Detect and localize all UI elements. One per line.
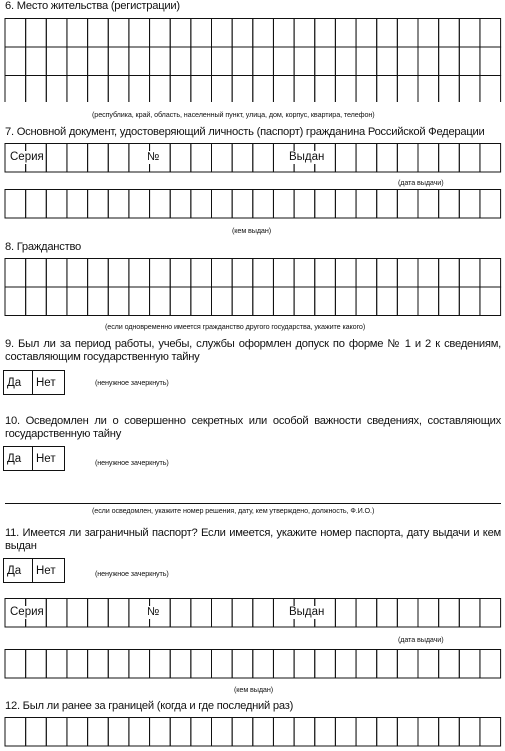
grid-cell[interactable] — [294, 19, 315, 48]
grid-cell[interactable] — [232, 650, 253, 679]
residence-note: (республика, край, область, населенный пункт, улица, дом, корпус, квартира, телефон) — [92, 110, 375, 119]
grid-cell[interactable] — [356, 144, 377, 173]
grid-cell[interactable] — [294, 718, 315, 747]
grid-cell[interactable] — [150, 650, 171, 679]
grid-cell[interactable] — [418, 19, 439, 48]
grid-cell[interactable] — [480, 190, 501, 219]
section-12-title: 12. Был ли ранее за границей (когда и где последний раз) — [5, 700, 294, 712]
grid-cell[interactable] — [150, 259, 171, 288]
grid-cell[interactable] — [170, 190, 191, 219]
citizenship-note: (если одновременно имеется гражданство другого государства, укажите какого) — [105, 322, 366, 331]
grid-cell[interactable] — [67, 190, 88, 219]
grid-cell[interactable] — [335, 76, 356, 103]
grid-cell[interactable] — [480, 718, 501, 747]
grid-cell[interactable] — [191, 287, 212, 316]
grid-cell[interactable] — [356, 599, 377, 628]
grid-cell[interactable] — [108, 650, 129, 679]
grid-cell[interactable] — [88, 718, 109, 747]
grid-cell[interactable] — [335, 19, 356, 48]
grid-cell[interactable] — [418, 190, 439, 219]
grid-cell[interactable] — [439, 144, 460, 173]
grid-cell[interactable] — [5, 190, 26, 219]
secret-yes-no — [3, 446, 65, 471]
grid-cell[interactable] — [5, 259, 26, 288]
grid-cell[interactable] — [459, 287, 480, 316]
grid-cell[interactable] — [418, 287, 439, 316]
grid-cell[interactable] — [170, 47, 191, 76]
grid-cell[interactable] — [418, 259, 439, 288]
grid-cell[interactable] — [335, 599, 356, 628]
grid-cell[interactable] — [88, 76, 109, 103]
grid-cell[interactable] — [26, 287, 47, 316]
secret-details-line[interactable] — [5, 503, 501, 504]
grid-cell[interactable] — [294, 190, 315, 219]
grid-cell[interactable] — [439, 76, 460, 103]
grid-cell[interactable] — [273, 47, 294, 76]
grid-cell[interactable] — [170, 19, 191, 48]
grid-cell[interactable] — [253, 259, 274, 288]
grid-cell[interactable] — [377, 190, 398, 219]
passport-issued-label: Выдан — [289, 151, 325, 163]
grid-cell[interactable] — [459, 259, 480, 288]
grid-cell[interactable] — [170, 650, 191, 679]
grid-cell[interactable] — [88, 259, 109, 288]
grid-cell[interactable] — [253, 599, 274, 628]
grid-cell[interactable] — [26, 718, 47, 747]
grid-cell[interactable] — [170, 259, 191, 288]
grid-cell[interactable] — [191, 718, 212, 747]
grid-cell[interactable] — [67, 259, 88, 288]
grid-cell[interactable] — [88, 19, 109, 48]
passport-number-label: № — [147, 151, 160, 163]
clearance-yes-no — [3, 370, 65, 395]
grid-cell[interactable] — [294, 259, 315, 288]
grid-cell[interactable] — [294, 76, 315, 103]
grid-cell[interactable] — [212, 650, 233, 679]
grid-cell[interactable] — [170, 287, 191, 316]
grid-cell[interactable] — [212, 76, 233, 103]
grid-cell[interactable] — [418, 76, 439, 103]
grid-cell[interactable] — [191, 599, 212, 628]
grid-cell[interactable] — [253, 144, 274, 173]
foreign-passport-no-option[interactable]: Нет — [36, 564, 56, 577]
grid-cell[interactable] — [377, 287, 398, 316]
grid-cell[interactable] — [150, 718, 171, 747]
grid-cell[interactable] — [315, 259, 336, 288]
grid-cell[interactable] — [26, 190, 47, 219]
foreign-passport-date-note: (дата выдачи) — [398, 635, 444, 644]
residence-grid[interactable] — [0, 17, 505, 102]
foreign-passport-issuer-note: (кем выдан) — [234, 685, 273, 694]
grid-cell[interactable] — [26, 76, 47, 103]
grid-cell[interactable] — [129, 287, 150, 316]
grid-cell[interactable] — [335, 259, 356, 288]
grid-cell[interactable] — [253, 287, 274, 316]
grid-cell[interactable] — [480, 144, 501, 173]
section-9-title: 9. Был ли за период работы, учебы, службы оформлен допуск по форме № 1 и 2 к сведениям, составляющим государственную тайну — [5, 338, 501, 363]
foreign-passport-issued-label: Выдан — [289, 606, 325, 618]
grid-cell[interactable] — [418, 47, 439, 76]
grid-cell[interactable] — [315, 718, 336, 747]
grid-cell[interactable] — [397, 259, 418, 288]
grid-cell[interactable] — [191, 650, 212, 679]
grid-cell[interactable] — [356, 650, 377, 679]
grid-cell[interactable] — [232, 76, 253, 103]
grid-cell[interactable] — [46, 144, 67, 173]
grid-cell[interactable] — [67, 599, 88, 628]
grid-cell[interactable] — [5, 47, 26, 76]
grid-cell[interactable] — [232, 287, 253, 316]
grid-cell[interactable] — [397, 47, 418, 76]
grid-cell[interactable] — [356, 47, 377, 76]
grid-cell[interactable] — [273, 718, 294, 747]
grid-cell[interactable] — [108, 76, 129, 103]
grid-cell[interactable] — [335, 47, 356, 76]
grid-cell[interactable] — [253, 718, 274, 747]
grid-cell[interactable] — [397, 287, 418, 316]
grid-cell[interactable] — [232, 144, 253, 173]
grid-cell[interactable] — [294, 47, 315, 76]
grid-cell[interactable] — [377, 76, 398, 103]
grid-cell[interactable] — [212, 718, 233, 747]
grid-cell[interactable] — [26, 259, 47, 288]
grid-cell[interactable] — [46, 190, 67, 219]
secret-no-option[interactable]: Нет — [36, 452, 56, 465]
grid-cell[interactable] — [253, 190, 274, 219]
grid-cell[interactable] — [439, 718, 460, 747]
grid-cell[interactable] — [439, 19, 460, 48]
grid-cell[interactable] — [439, 650, 460, 679]
grid-cell[interactable] — [46, 76, 67, 103]
grid-cell[interactable] — [273, 19, 294, 48]
grid-cell[interactable] — [212, 19, 233, 48]
grid-cell[interactable] — [5, 650, 26, 679]
grid-cell[interactable] — [129, 19, 150, 48]
grid-cell[interactable] — [459, 190, 480, 219]
grid-cell[interactable] — [356, 259, 377, 288]
foreign-passport-issuer-grid[interactable] — [0, 648, 505, 680]
grid-cell[interactable] — [170, 718, 191, 747]
grid-cell[interactable] — [397, 599, 418, 628]
grid-cell[interactable] — [212, 259, 233, 288]
grid-cell[interactable] — [315, 650, 336, 679]
section-7-title: 7. Основной документ, удостоверяющий личность (паспорт) гражданина Российской Федерации — [5, 126, 485, 138]
grid-cell[interactable] — [480, 650, 501, 679]
grid-cell[interactable] — [191, 190, 212, 219]
grid-cell[interactable] — [459, 47, 480, 76]
foreign-passport-grid[interactable] — [0, 597, 505, 629]
grid-cell[interactable] — [232, 47, 253, 76]
grid-cell[interactable] — [480, 259, 501, 288]
section-10-title: 10. Осведомлен ли о совершенно секретных или особой важности сведениях, составляющих государственную тайну — [5, 415, 501, 440]
grid-cell[interactable] — [108, 287, 129, 316]
grid-cell[interactable] — [129, 76, 150, 103]
grid-cell[interactable] — [439, 287, 460, 316]
grid-cell[interactable] — [459, 650, 480, 679]
grid-cell[interactable] — [232, 190, 253, 219]
grid-cell[interactable] — [315, 19, 336, 48]
grid-cell[interactable] — [294, 287, 315, 316]
grid-cell[interactable] — [129, 259, 150, 288]
grid-cell[interactable] — [439, 47, 460, 76]
grid-cell[interactable] — [232, 718, 253, 747]
grid-cell[interactable] — [480, 47, 501, 76]
grid-cell[interactable] — [232, 259, 253, 288]
grid-cell[interactable] — [439, 259, 460, 288]
grid-cell[interactable] — [418, 144, 439, 173]
grid-cell[interactable] — [459, 144, 480, 173]
grid-cell[interactable] — [67, 718, 88, 747]
grid-cell[interactable] — [5, 287, 26, 316]
grid-cell[interactable] — [150, 19, 171, 48]
grid-cell[interactable] — [26, 650, 47, 679]
grid-cell[interactable] — [377, 718, 398, 747]
grid-cell[interactable] — [253, 19, 274, 48]
grid-cell[interactable] — [253, 76, 274, 103]
grid-cell[interactable] — [170, 144, 191, 173]
grid-cell[interactable] — [46, 718, 67, 747]
secret-details-note: (если осведомлен, укажите номер решения, дату, кем утверждено, должность, Ф.И.О.) — [92, 506, 375, 515]
grid-cell[interactable] — [150, 47, 171, 76]
grid-cell[interactable] — [397, 19, 418, 48]
grid-cell[interactable] — [273, 259, 294, 288]
grid-cell[interactable] — [356, 19, 377, 48]
grid-cell[interactable] — [191, 259, 212, 288]
grid-cell[interactable] — [356, 76, 377, 103]
passport-series-label: Серия — [10, 151, 44, 163]
grid-cell[interactable] — [26, 19, 47, 48]
grid-cell[interactable] — [88, 650, 109, 679]
foreign-passport-yes-option[interactable]: Да — [4, 559, 33, 582]
grid-cell[interactable] — [5, 19, 26, 48]
citizenship-grid[interactable] — [0, 257, 505, 319]
grid-cell[interactable] — [108, 259, 129, 288]
grid-cell[interactable] — [480, 76, 501, 103]
passport-date-note: (дата выдачи) — [398, 178, 444, 187]
grid-cell[interactable] — [356, 190, 377, 219]
grid-cell[interactable] — [46, 19, 67, 48]
grid-cell[interactable] — [108, 47, 129, 76]
passport-grid[interactable] — [0, 142, 505, 174]
grid-cell[interactable] — [253, 650, 274, 679]
grid-cell[interactable] — [439, 599, 460, 628]
grid-cell[interactable] — [46, 47, 67, 76]
grid-cell[interactable] — [67, 650, 88, 679]
grid-cell[interactable] — [212, 287, 233, 316]
grid-cell[interactable] — [377, 599, 398, 628]
passport-issuer-grid[interactable] — [0, 188, 505, 220]
grid-cell[interactable] — [480, 599, 501, 628]
passport-issuer-note: (кем выдан) — [232, 226, 271, 235]
grid-cell[interactable] — [26, 47, 47, 76]
grid-cell[interactable] — [356, 287, 377, 316]
grid-cell[interactable] — [459, 718, 480, 747]
grid-cell[interactable] — [232, 599, 253, 628]
grid-cell[interactable] — [397, 76, 418, 103]
grid-cell[interactable] — [108, 144, 129, 173]
grid-cell[interactable] — [46, 650, 67, 679]
grid-cell[interactable] — [88, 599, 109, 628]
grid-cell[interactable] — [67, 287, 88, 316]
grid-cell[interactable] — [129, 650, 150, 679]
grid-cell[interactable] — [439, 190, 460, 219]
grid-cell[interactable] — [294, 650, 315, 679]
grid-cell[interactable] — [67, 144, 88, 173]
grid-cell[interactable] — [191, 76, 212, 103]
grid-cell[interactable] — [273, 190, 294, 219]
grid-cell[interactable] — [480, 287, 501, 316]
grid-cell[interactable] — [46, 599, 67, 628]
grid-cell[interactable] — [212, 47, 233, 76]
grid-cell[interactable] — [273, 650, 294, 679]
grid-cell[interactable] — [459, 19, 480, 48]
grid-cell[interactable] — [315, 47, 336, 76]
grid-cell[interactable] — [273, 287, 294, 316]
grid-cell[interactable] — [356, 718, 377, 747]
grid-cell[interactable] — [212, 190, 233, 219]
grid-cell[interactable] — [397, 650, 418, 679]
grid-cell[interactable] — [335, 144, 356, 173]
grid-cell[interactable] — [150, 287, 171, 316]
grid-cell[interactable] — [108, 718, 129, 747]
grid-cell[interactable] — [212, 144, 233, 173]
grid-cell[interactable] — [46, 259, 67, 288]
grid-cell[interactable] — [5, 718, 26, 747]
grid-cell[interactable] — [397, 190, 418, 219]
clearance-note: (ненужное зачеркнуть) — [95, 378, 169, 387]
grid-cell[interactable] — [129, 47, 150, 76]
grid-cell[interactable] — [418, 718, 439, 747]
grid-cell[interactable] — [108, 190, 129, 219]
grid-cell[interactable] — [335, 287, 356, 316]
grid-cell[interactable] — [480, 19, 501, 48]
grid-cell[interactable] — [397, 144, 418, 173]
grid-cell[interactable] — [335, 718, 356, 747]
grid-cell[interactable] — [377, 144, 398, 173]
grid-cell[interactable] — [418, 599, 439, 628]
section-11-title: 11. Имеется ли заграничный паспорт? Если имеется, укажите номер паспорта, дату выдачи и кем выдан — [5, 527, 501, 552]
grid-cell[interactable] — [377, 650, 398, 679]
grid-cell[interactable] — [88, 287, 109, 316]
grid-cell[interactable] — [315, 190, 336, 219]
grid-cell[interactable] — [397, 718, 418, 747]
foreign-passport-series-label: Серия — [10, 606, 44, 618]
grid-cell[interactable] — [88, 190, 109, 219]
grid-cell[interactable] — [5, 76, 26, 103]
grid-cell[interactable] — [129, 190, 150, 219]
abroad-grid[interactable] — [0, 716, 505, 751]
grid-cell[interactable] — [232, 19, 253, 48]
grid-cell[interactable] — [335, 650, 356, 679]
foreign-passport-note: (ненужное зачеркнуть) — [95, 569, 169, 578]
grid-cell[interactable] — [459, 599, 480, 628]
secret-note: (ненужное зачеркнуть) — [95, 458, 169, 467]
grid-cell[interactable] — [67, 19, 88, 48]
grid-cell[interactable] — [67, 47, 88, 76]
grid-cell[interactable] — [253, 47, 274, 76]
grid-cell[interactable] — [459, 76, 480, 103]
grid-cell[interactable] — [315, 287, 336, 316]
section-6-title: 6. Место жительства (регистрации) — [5, 0, 180, 12]
grid-cell[interactable] — [46, 287, 67, 316]
grid-cell[interactable] — [67, 76, 88, 103]
grid-cell[interactable] — [108, 19, 129, 48]
grid-cell[interactable] — [150, 76, 171, 103]
grid-cell[interactable] — [108, 599, 129, 628]
grid-cell[interactable] — [88, 144, 109, 173]
grid-cell[interactable] — [88, 47, 109, 76]
foreign-passport-yes-no — [3, 558, 65, 583]
grid-cell[interactable] — [335, 190, 356, 219]
grid-cell[interactable] — [191, 144, 212, 173]
grid-cell[interactable] — [129, 718, 150, 747]
section-8-title: 8. Гражданство — [5, 241, 81, 253]
grid-cell[interactable] — [191, 47, 212, 76]
grid-cell[interactable] — [170, 599, 191, 628]
grid-cell[interactable] — [170, 76, 191, 103]
grid-cell[interactable] — [212, 599, 233, 628]
grid-cell[interactable] — [377, 259, 398, 288]
grid-cell[interactable] — [315, 76, 336, 103]
grid-cell[interactable] — [377, 47, 398, 76]
clearance-yes-option[interactable]: Да — [4, 371, 33, 394]
foreign-passport-number-label: № — [147, 606, 160, 618]
grid-cell[interactable] — [191, 19, 212, 48]
grid-cell[interactable] — [418, 650, 439, 679]
grid-cell[interactable] — [377, 19, 398, 48]
clearance-no-option[interactable]: Нет — [36, 376, 56, 389]
secret-yes-option[interactable]: Да — [4, 447, 33, 470]
grid-cell[interactable] — [150, 190, 171, 219]
grid-cell[interactable] — [273, 76, 294, 103]
